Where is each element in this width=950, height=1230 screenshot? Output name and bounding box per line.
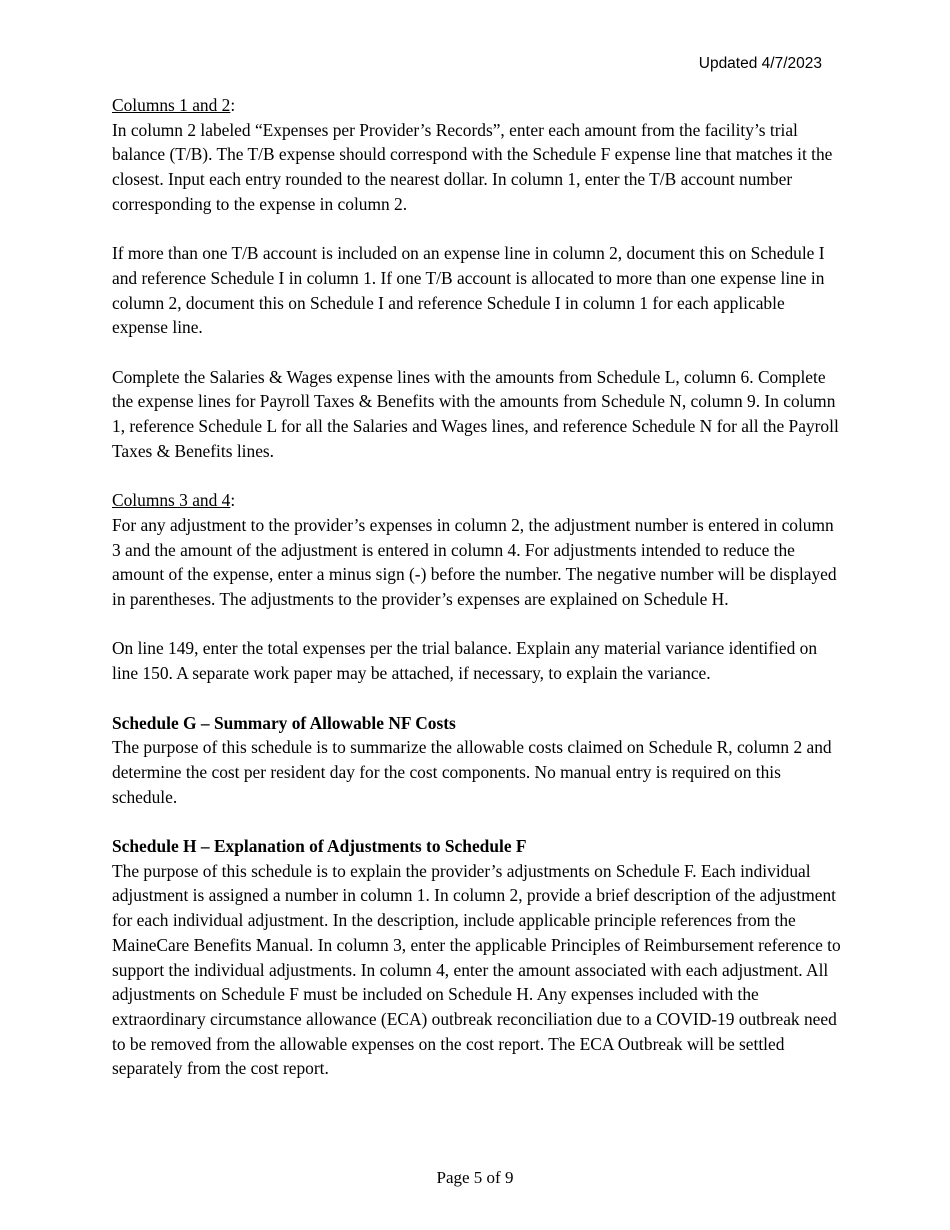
columns-1-2-paragraph-1: In column 2 labeled “Expenses per Provider’s Records”, enter each amount from the facility’s trial balance (T/B). The T/B expense should correspond with the Schedule F expense line that matches it the closest. Input each entry rounded to the nearest dollar. In column 1, enter the T/B account number corresponding to the expense in column 2. [112, 119, 833, 214]
columns-1-2-paragraph-3: Complete the Salaries & Wages expense lines with the amounts from Schedule L, column 6. Complete the expense lines for Payroll Taxes & Benefits with the amounts from Schedule N, column 9. In column 1, reference Schedule L for all the Salaries and Wages lines, and reference Schedule N for all the Payroll Taxes & Benefits lines. [112, 366, 839, 461]
columns-3-4-heading: Columns 3 and 4 [112, 490, 231, 511]
schedule-g-heading: Schedule G – Summary of Allowable NF Costs [112, 712, 456, 733]
columns-1-2-paragraph-2: If more than one T/B account is included on an expense line in column 2, document this on Schedule I and reference Schedule I in column 1. If one T/B account is allocated to more than one expense line in column 2, document this on Schedule I and reference Schedule I in column 1 for each applicable expense line. [112, 243, 825, 338]
document-body [112, 93, 842, 1081]
columns-3-4-paragraph-2: On line 149, enter the total expenses per the trial balance. Explain any material variance identified on line 150. A separate work paper may be attached, if necessary, to explain the variance. [112, 638, 818, 684]
columns-3-4-heading-line [112, 488, 842, 513]
page-number: Page 5 of 9 [436, 1168, 514, 1187]
schedule-g-paragraph: The purpose of this schedule is to summarize the allowable costs claimed on Schedule R, column 2 and determine the cost per resident day for the cost components. No manual entry is required on this schedule. [112, 737, 832, 807]
section-columns-3-4 [112, 488, 842, 686]
section-schedule-g [112, 711, 842, 810]
columns-1-2-colon: : [230, 95, 236, 115]
columns-1-2-heading: Columns 1 and 2 [112, 95, 231, 115]
schedule-h-paragraph: The purpose of this schedule is to explain the provider’s adjustments on Schedule F. Each individual adjustment is assigned a number in column 1. In column 2, provide a brief description of the adjustment for each individual adjustment. In the description, include applicable principle references from the MaineCare Benefits Manual. In column 3, enter the applicable Principles of Reimbursement reference to support the individual adjustments. In column 4, enter the amount associated with each adjustment. All adjustments on Schedule F must be included on Schedule H. Any expenses included with the extraordinary circumstance allowance (ECA) outbreak reconciliation due to a COVID-19 outbreak need to be removed from the allowable expenses on the cost report. The ECA Outbreak will be settled separately from the cost report. [112, 860, 841, 1079]
columns-3-4-paragraph-1: For any adjustment to the provider’s expenses in column 2, the adjustment number is entered in column 3 and the amount of the adjustment is entered in column 4. For adjustments intended to reduce the amount of the expense, enter a minus sign (-) before the number. The negative number will be displayed in parentheses. The adjustments to the provider’s expenses are explained on Schedule H. [112, 514, 837, 610]
columns-3-4-colon: : [230, 490, 236, 511]
updated-date: Updated 4/7/2023 [698, 55, 822, 72]
schedule-h-heading: Schedule H – Explanation of Adjustments to Schedule F [112, 836, 527, 856]
section-columns-1-2 [112, 93, 842, 464]
section-schedule-h [112, 834, 842, 1081]
columns-1-2-heading-line [112, 93, 842, 118]
